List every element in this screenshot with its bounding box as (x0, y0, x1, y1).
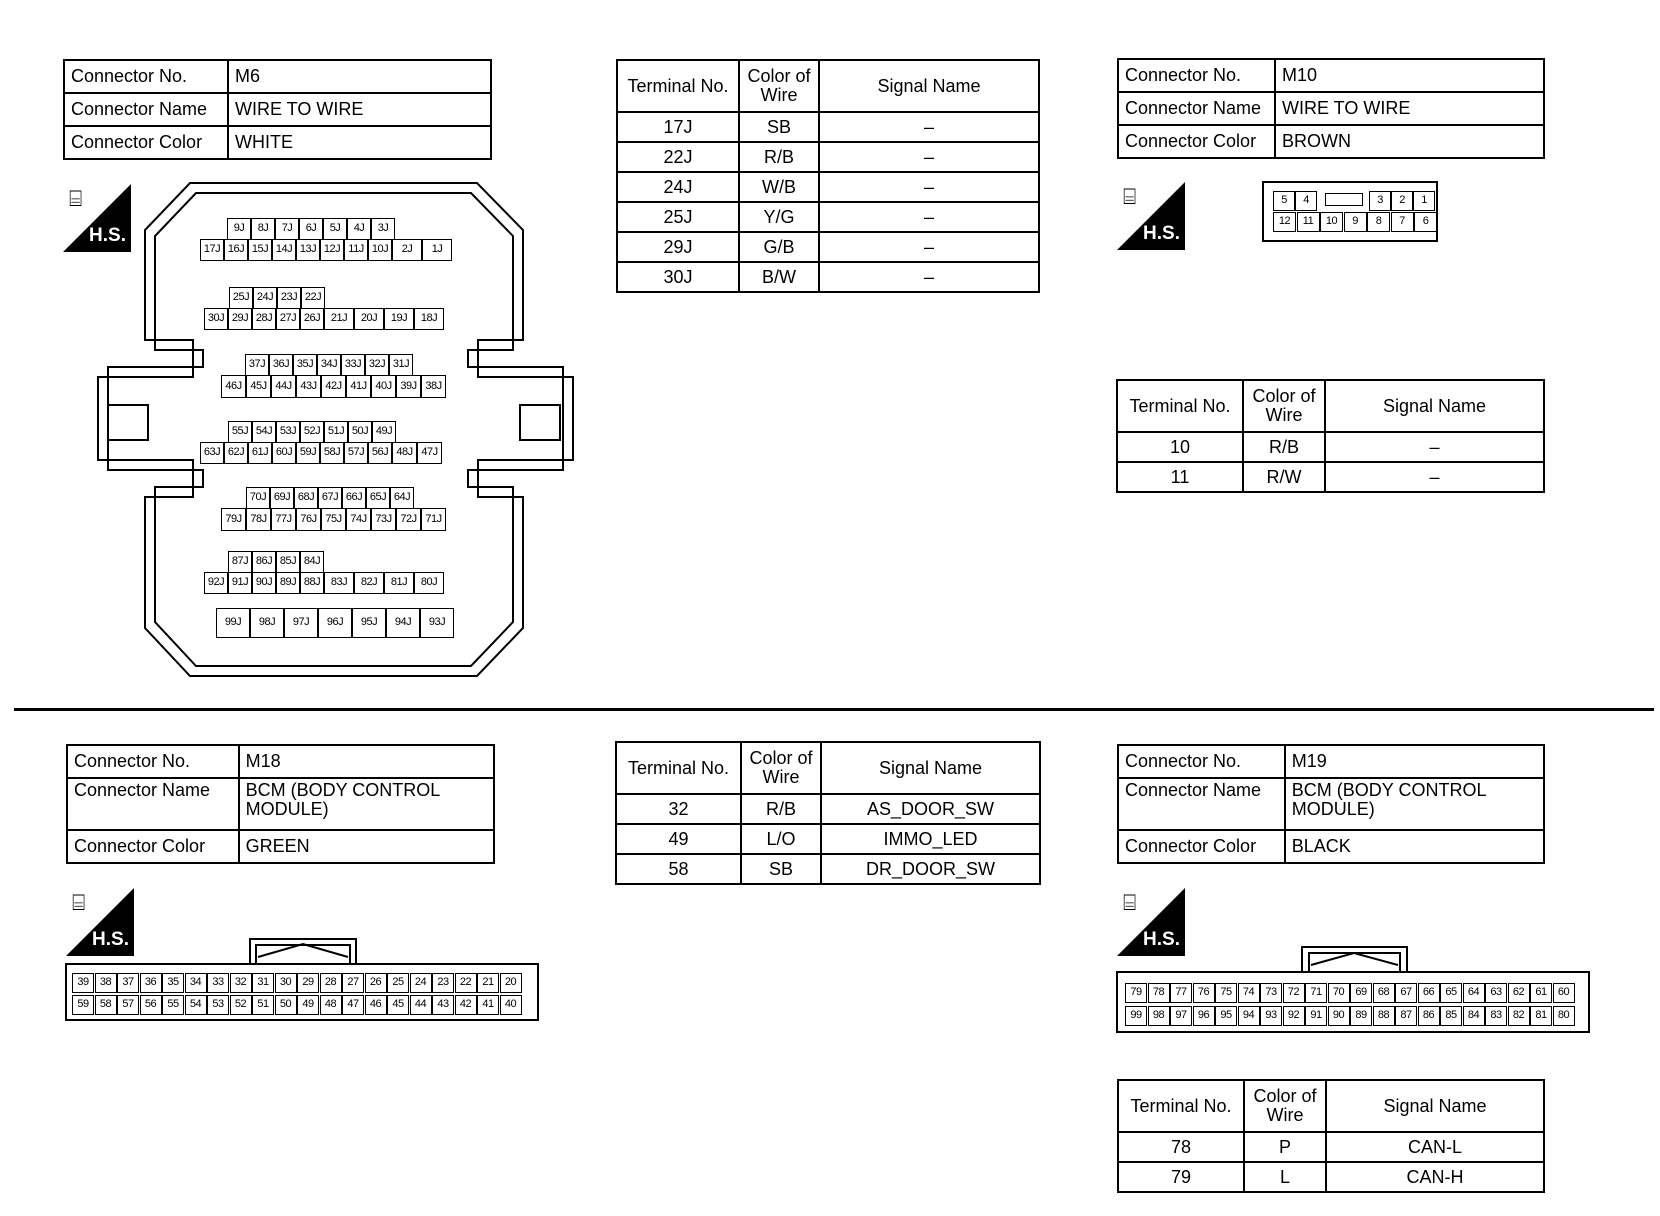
terminal-pin: 89 (1350, 1006, 1372, 1026)
cell-signal: – (819, 202, 1039, 232)
terminal-pin: 23J (277, 287, 301, 309)
cell-signal: DR_DOOR_SW (821, 854, 1040, 884)
terminal-pin: 92 (1283, 1006, 1305, 1026)
terminal-pin: 9 (1344, 212, 1367, 232)
table-row (617, 142, 1039, 172)
terminal-pin: 21J (324, 308, 354, 330)
terminal-pin: 76 (1193, 983, 1215, 1003)
terminal-pin: 14J (272, 239, 296, 261)
terminal-pin: 27J (276, 308, 300, 330)
terminal-pin: 75J (321, 508, 346, 531)
terminal-pin: 71J (421, 508, 446, 531)
terminal-pin: 38J (421, 375, 446, 398)
connector-name-label: Connector Name (67, 778, 239, 830)
terminal-pin: 38 (95, 973, 117, 993)
terminal-pin: 84 (1463, 1006, 1485, 1026)
terminal-pin: 63 (1485, 983, 1507, 1003)
cell-signal: – (819, 142, 1039, 172)
terminal-pin: 7J (275, 218, 299, 240)
terminal-pin: 78 (1148, 983, 1170, 1003)
terminal-pin: 36J (269, 354, 293, 376)
m6-connector-name: WIRE TO WIRE (228, 93, 491, 126)
m10-connector-color: BROWN (1275, 125, 1544, 158)
terminal-pin: 72 (1283, 983, 1305, 1003)
terminal-pin: 57J (344, 442, 368, 464)
m19-connector-name: BCM (BODY CONTROL MODULE) (1285, 778, 1544, 830)
terminal-pin: 47 (342, 995, 364, 1015)
terminal-pin: 54J (252, 421, 276, 443)
terminal-pin: 20 (500, 973, 522, 993)
terminal-pin: 29 (297, 973, 319, 993)
terminal-pin: 79 (1125, 983, 1147, 1003)
connector-icon: ⌸ (72, 890, 86, 915)
terminal-pin: 82J (354, 572, 384, 594)
terminal-pin: 9J (227, 218, 251, 240)
terminal-pin: 64 (1463, 983, 1485, 1003)
terminal-pin: 81J (384, 572, 414, 594)
terminal-pin: 35 (162, 973, 184, 993)
terminal-pin: 54 (185, 995, 207, 1015)
terminal-pin: 30J (204, 308, 228, 330)
terminal-pin: 44J (271, 375, 296, 398)
terminal-pin: 1 (1413, 191, 1435, 211)
terminal-pin: 85J (276, 551, 300, 573)
terminal-no-header: Terminal No. (1117, 380, 1243, 432)
cell-signal: CAN-H (1326, 1162, 1544, 1192)
terminal-pin: 6 (1414, 212, 1437, 232)
terminal-pin: 77 (1170, 983, 1192, 1003)
terminal-pin: 40J (371, 375, 396, 398)
m18-connector-no: M18 (239, 745, 494, 778)
terminal-pin: 43 (432, 995, 454, 1015)
terminal-pin: 77J (271, 508, 296, 531)
m19-connector-color: BLACK (1285, 830, 1544, 863)
table-row (617, 232, 1039, 262)
terminal-pin: 51J (324, 421, 348, 443)
cell-wire: G/B (739, 232, 819, 262)
terminal-pin: 35J (293, 354, 317, 376)
cell-wire: R/B (739, 142, 819, 172)
terminal-pin: 69J (270, 487, 294, 509)
terminal-pin: 57 (117, 995, 139, 1015)
table-row (616, 794, 1040, 824)
cell-wire: R/B (1243, 432, 1325, 462)
keyway (1325, 193, 1363, 206)
hs-icon (1117, 182, 1185, 250)
terminal-pin: 33 (207, 973, 229, 993)
terminal-pin: 28J (252, 308, 276, 330)
cell-terminal: 25J (617, 202, 739, 232)
hs-icon (66, 888, 134, 956)
terminal-pin: 23 (432, 973, 454, 993)
terminal-pin: 59 (72, 995, 94, 1015)
terminal-pin: 94 (1238, 1006, 1260, 1026)
m18-info-table (66, 744, 495, 864)
terminal-pin: 12 (1273, 212, 1296, 232)
terminal-pin: 61 (1530, 983, 1552, 1003)
terminal-pin: 45J (246, 375, 271, 398)
cell-wire: B/W (739, 262, 819, 292)
table-row (1117, 462, 1544, 492)
terminal-pin: 78J (246, 508, 271, 531)
signal-name-header: Signal Name (1326, 1080, 1544, 1132)
terminal-pin: 61J (248, 442, 272, 464)
m19-terminal-table (1117, 1079, 1545, 1193)
terminal-pin: 50J (348, 421, 372, 443)
m6-connector-color: WHITE (228, 126, 491, 159)
cell-terminal: 17J (617, 112, 739, 142)
terminal-pin: 65J (366, 487, 390, 509)
terminal-pin: 49J (372, 421, 396, 443)
terminal-pin: 13J (296, 239, 320, 261)
m18-connector-color: GREEN (239, 830, 494, 863)
hs-icon (1117, 888, 1185, 956)
terminal-pin: 17J (200, 239, 224, 261)
connector-color-label: Connector Color (1118, 125, 1275, 158)
terminal-pin: 99J (216, 608, 250, 638)
m19-connector-no: M19 (1285, 745, 1544, 778)
terminal-pin: 26 (365, 973, 387, 993)
cell-wire: Y/G (739, 202, 819, 232)
table-row (616, 854, 1040, 884)
terminal-pin: 90 (1328, 1006, 1350, 1026)
terminal-pin: 10J (368, 239, 392, 261)
terminal-pin: 52 (230, 995, 252, 1015)
cell-terminal: 11 (1117, 462, 1243, 492)
terminal-pin: 2 (1391, 191, 1413, 211)
terminal-pin: 25 (387, 973, 409, 993)
terminal-pin: 8J (251, 218, 275, 240)
cell-terminal: 78 (1118, 1132, 1244, 1162)
terminal-pin: 47J (417, 442, 442, 464)
terminal-no-header: Terminal No. (617, 60, 739, 112)
terminal-pin: 32J (365, 354, 389, 376)
m18-terminal-table (615, 741, 1041, 885)
m10-terminal-table (1116, 379, 1545, 493)
terminal-pin: 73J (371, 508, 396, 531)
cell-wire: L/O (741, 824, 821, 854)
table-row (617, 172, 1039, 202)
terminal-pin: 29J (228, 308, 252, 330)
terminal-pin: 27 (342, 973, 364, 993)
m6-terminal-table (616, 59, 1040, 293)
terminal-pin: 53 (207, 995, 229, 1015)
terminal-pin: 44 (410, 995, 432, 1015)
terminal-pin: 24J (253, 287, 277, 309)
color-of-wire-header: Color of Wire (1244, 1080, 1326, 1132)
terminal-pin: 25J (229, 287, 253, 309)
terminal-pin: 95J (352, 608, 386, 638)
terminal-pin: 56 (140, 995, 162, 1015)
terminal-pin: 65 (1440, 983, 1462, 1003)
terminal-pin: 71 (1305, 983, 1327, 1003)
table-row (617, 112, 1039, 142)
terminal-pin: 70 (1328, 983, 1350, 1003)
terminal-pin: 6J (299, 218, 323, 240)
connector-name-label: Connector Name (1118, 778, 1285, 830)
table-row (1118, 1132, 1544, 1162)
connector-icon: ⌸ (1123, 184, 1137, 209)
terminal-pin: 22J (301, 287, 325, 309)
terminal-pin: 83 (1485, 1006, 1507, 1026)
terminal-pin: 26J (300, 308, 324, 330)
cell-wire: L (1244, 1162, 1326, 1192)
terminal-pin: 63J (200, 442, 224, 464)
terminal-pin: 7 (1391, 212, 1414, 232)
hs-label: H.S. (89, 225, 126, 246)
terminal-pin: 45 (387, 995, 409, 1015)
m18-connector-name: BCM (BODY CONTROL MODULE) (239, 778, 494, 830)
terminal-pin: 94J (386, 608, 420, 638)
terminal-pin: 88 (1373, 1006, 1395, 1026)
table-row (1117, 432, 1544, 462)
connector-color-label: Connector Color (1118, 830, 1285, 863)
m10-connector-no: M10 (1275, 59, 1544, 92)
terminal-pin: 28 (320, 973, 342, 993)
terminal-pin: 48 (320, 995, 342, 1015)
terminal-pin: 30 (275, 973, 297, 993)
terminal-no-header: Terminal No. (616, 742, 741, 794)
cell-signal: – (819, 172, 1039, 202)
terminal-pin: 91 (1305, 1006, 1327, 1026)
terminal-pin: 86 (1418, 1006, 1440, 1026)
terminal-pin: 37 (117, 973, 139, 993)
terminal-pin: 68J (294, 487, 318, 509)
terminal-pin: 55J (228, 421, 252, 443)
cell-signal: CAN-L (1326, 1132, 1544, 1162)
terminal-pin: 74 (1238, 983, 1260, 1003)
terminal-pin: 11 (1297, 212, 1320, 232)
terminal-pin: 87 (1395, 1006, 1417, 1026)
terminal-pin: 55 (162, 995, 184, 1015)
terminal-pin: 36 (140, 973, 162, 993)
terminal-pin: 41J (346, 375, 371, 398)
terminal-pin: 24 (410, 973, 432, 993)
terminal-pin: 58J (320, 442, 344, 464)
terminal-pin: 95 (1215, 1006, 1237, 1026)
terminal-pin: 96J (318, 608, 352, 638)
section-divider (14, 708, 1654, 711)
cell-wire: R/W (1243, 462, 1325, 492)
cell-terminal: 58 (616, 854, 741, 884)
terminal-pin: 42 (455, 995, 477, 1015)
terminal-pin: 67J (318, 487, 342, 509)
terminal-pin: 56J (368, 442, 392, 464)
terminal-pin: 18J (414, 308, 444, 330)
terminal-pin: 80 (1553, 1006, 1575, 1026)
terminal-pin: 76J (296, 508, 321, 531)
terminal-pin: 68 (1373, 983, 1395, 1003)
connector-icon: ⌸ (1123, 890, 1137, 915)
cell-signal: – (819, 112, 1039, 142)
terminal-pin: 51 (252, 995, 274, 1015)
terminal-pin: 49 (297, 995, 319, 1015)
terminal-pin: 88J (300, 572, 324, 594)
terminal-pin: 59J (296, 442, 320, 464)
m10-info-table (1117, 58, 1545, 159)
connector-color-label: Connector Color (67, 830, 239, 863)
terminal-pin: 90J (252, 572, 276, 594)
terminal-pin: 12J (320, 239, 344, 261)
terminal-pin: 5J (323, 218, 347, 240)
terminal-pin: 42J (321, 375, 346, 398)
cell-signal: – (819, 232, 1039, 262)
cell-wire: R/B (741, 794, 821, 824)
cell-terminal: 22J (617, 142, 739, 172)
terminal-pin: 75 (1215, 983, 1237, 1003)
table-row (617, 202, 1039, 232)
connector-no-label: Connector No. (1118, 745, 1285, 778)
terminal-pin: 4J (347, 218, 371, 240)
terminal-pin: 98 (1148, 1006, 1170, 1026)
hs-label: H.S. (1143, 223, 1180, 244)
connector-name-label: Connector Name (64, 93, 228, 126)
terminal-pin: 31 (252, 973, 274, 993)
cell-signal: IMMO_LED (821, 824, 1040, 854)
terminal-pin: 3 (1369, 191, 1391, 211)
table-row (1118, 1162, 1544, 1192)
terminal-pin: 3J (371, 218, 395, 240)
terminal-pin: 74J (346, 508, 371, 531)
terminal-pin: 62 (1508, 983, 1530, 1003)
terminal-pin: 53J (276, 421, 300, 443)
cell-signal: – (1325, 462, 1544, 492)
terminal-pin: 34 (185, 973, 207, 993)
cell-terminal: 24J (617, 172, 739, 202)
terminal-pin: 86J (252, 551, 276, 573)
terminal-pin: 8 (1367, 212, 1390, 232)
terminal-pin: 97 (1170, 1006, 1192, 1026)
terminal-pin: 46J (221, 375, 246, 398)
terminal-pin: 43J (296, 375, 321, 398)
cell-wire: SB (739, 112, 819, 142)
terminal-pin: 5 (1273, 191, 1295, 211)
terminal-pin: 10 (1320, 212, 1343, 232)
connector-color-label: Connector Color (64, 126, 228, 159)
terminal-pin: 66J (342, 487, 366, 509)
terminal-pin: 93J (420, 608, 454, 638)
terminal-pin: 70J (246, 487, 270, 509)
terminal-pin: 69 (1350, 983, 1372, 1003)
terminal-pin: 60J (272, 442, 296, 464)
terminal-pin: 48J (392, 442, 417, 464)
terminal-pin: 89J (276, 572, 300, 594)
terminal-pin: 39 (72, 973, 94, 993)
terminal-pin: 20J (354, 308, 384, 330)
signal-name-header: Signal Name (821, 742, 1040, 794)
terminal-pin: 87J (228, 551, 252, 573)
signal-name-header: Signal Name (819, 60, 1039, 112)
terminal-pin: 46 (365, 995, 387, 1015)
cell-terminal: 32 (616, 794, 741, 824)
terminal-no-header: Terminal No. (1118, 1080, 1244, 1132)
terminal-pin: 85 (1440, 1006, 1462, 1026)
terminal-pin: 11J (344, 239, 368, 261)
terminal-pin: 83J (324, 572, 354, 594)
terminal-pin: 73 (1260, 983, 1282, 1003)
m10-connector-name: WIRE TO WIRE (1275, 92, 1544, 125)
cell-terminal: 49 (616, 824, 741, 854)
table-row (617, 262, 1039, 292)
terminal-pin: 21 (477, 973, 499, 993)
cell-terminal: 29J (617, 232, 739, 262)
cell-terminal: 30J (617, 262, 739, 292)
terminal-pin: 80J (414, 572, 444, 594)
m19-info-table (1117, 744, 1545, 864)
connector-icon: ⌸ (69, 186, 83, 211)
terminal-pin: 52J (300, 421, 324, 443)
connector-no-label: Connector No. (67, 745, 239, 778)
terminal-pin: 82 (1508, 1006, 1530, 1026)
terminal-pin: 32 (230, 973, 252, 993)
cell-signal: AS_DOOR_SW (821, 794, 1040, 824)
terminal-pin: 58 (95, 995, 117, 1015)
terminal-pin: 1J (422, 239, 452, 261)
cell-signal: – (819, 262, 1039, 292)
terminal-pin: 64J (390, 487, 414, 509)
hs-label: H.S. (92, 929, 129, 950)
terminal-pin: 91J (228, 572, 252, 594)
terminal-pin: 66 (1418, 983, 1440, 1003)
terminal-pin: 72J (396, 508, 421, 531)
cell-terminal: 10 (1117, 432, 1243, 462)
color-of-wire-header: Color of Wire (739, 60, 819, 112)
cell-terminal: 79 (1118, 1162, 1244, 1192)
terminal-pin: 16J (224, 239, 248, 261)
terminal-pin: 92J (204, 572, 228, 594)
terminal-pin: 40 (500, 995, 522, 1015)
color-of-wire-header: Color of Wire (741, 742, 821, 794)
terminal-pin: 67 (1395, 983, 1417, 1003)
terminal-pin: 79J (221, 508, 246, 531)
terminal-pin: 2J (392, 239, 422, 261)
color-of-wire-header: Color of Wire (1243, 380, 1325, 432)
terminal-pin: 93 (1260, 1006, 1282, 1026)
terminal-pin: 62J (224, 442, 248, 464)
connector-no-label: Connector No. (1118, 59, 1275, 92)
terminal-pin: 98J (250, 608, 284, 638)
terminal-pin: 41 (477, 995, 499, 1015)
terminal-pin: 50 (275, 995, 297, 1015)
terminal-pin: 97J (284, 608, 318, 638)
terminal-pin: 37J (245, 354, 269, 376)
terminal-pin: 39J (396, 375, 421, 398)
signal-name-header: Signal Name (1325, 380, 1544, 432)
terminal-pin: 31J (389, 354, 413, 376)
terminal-pin: 96 (1193, 1006, 1215, 1026)
terminal-pin: 19J (384, 308, 414, 330)
terminal-pin: 81 (1530, 1006, 1552, 1026)
cell-wire: SB (741, 854, 821, 884)
terminal-pin: 15J (248, 239, 272, 261)
terminal-pin: 60 (1553, 983, 1575, 1003)
table-row (616, 824, 1040, 854)
hs-label: H.S. (1143, 929, 1180, 950)
connector-name-label: Connector Name (1118, 92, 1275, 125)
m6-connector-no: M6 (228, 60, 491, 93)
cell-wire: P (1244, 1132, 1326, 1162)
cell-wire: W/B (739, 172, 819, 202)
terminal-pin: 33J (341, 354, 365, 376)
cell-signal: – (1325, 432, 1544, 462)
terminal-pin: 34J (317, 354, 341, 376)
terminal-pin: 99 (1125, 1006, 1147, 1026)
terminal-pin: 4 (1295, 191, 1317, 211)
terminal-pin: 22 (455, 973, 477, 993)
connector-no-label: Connector No. (64, 60, 228, 93)
terminal-pin: 84J (300, 551, 324, 573)
